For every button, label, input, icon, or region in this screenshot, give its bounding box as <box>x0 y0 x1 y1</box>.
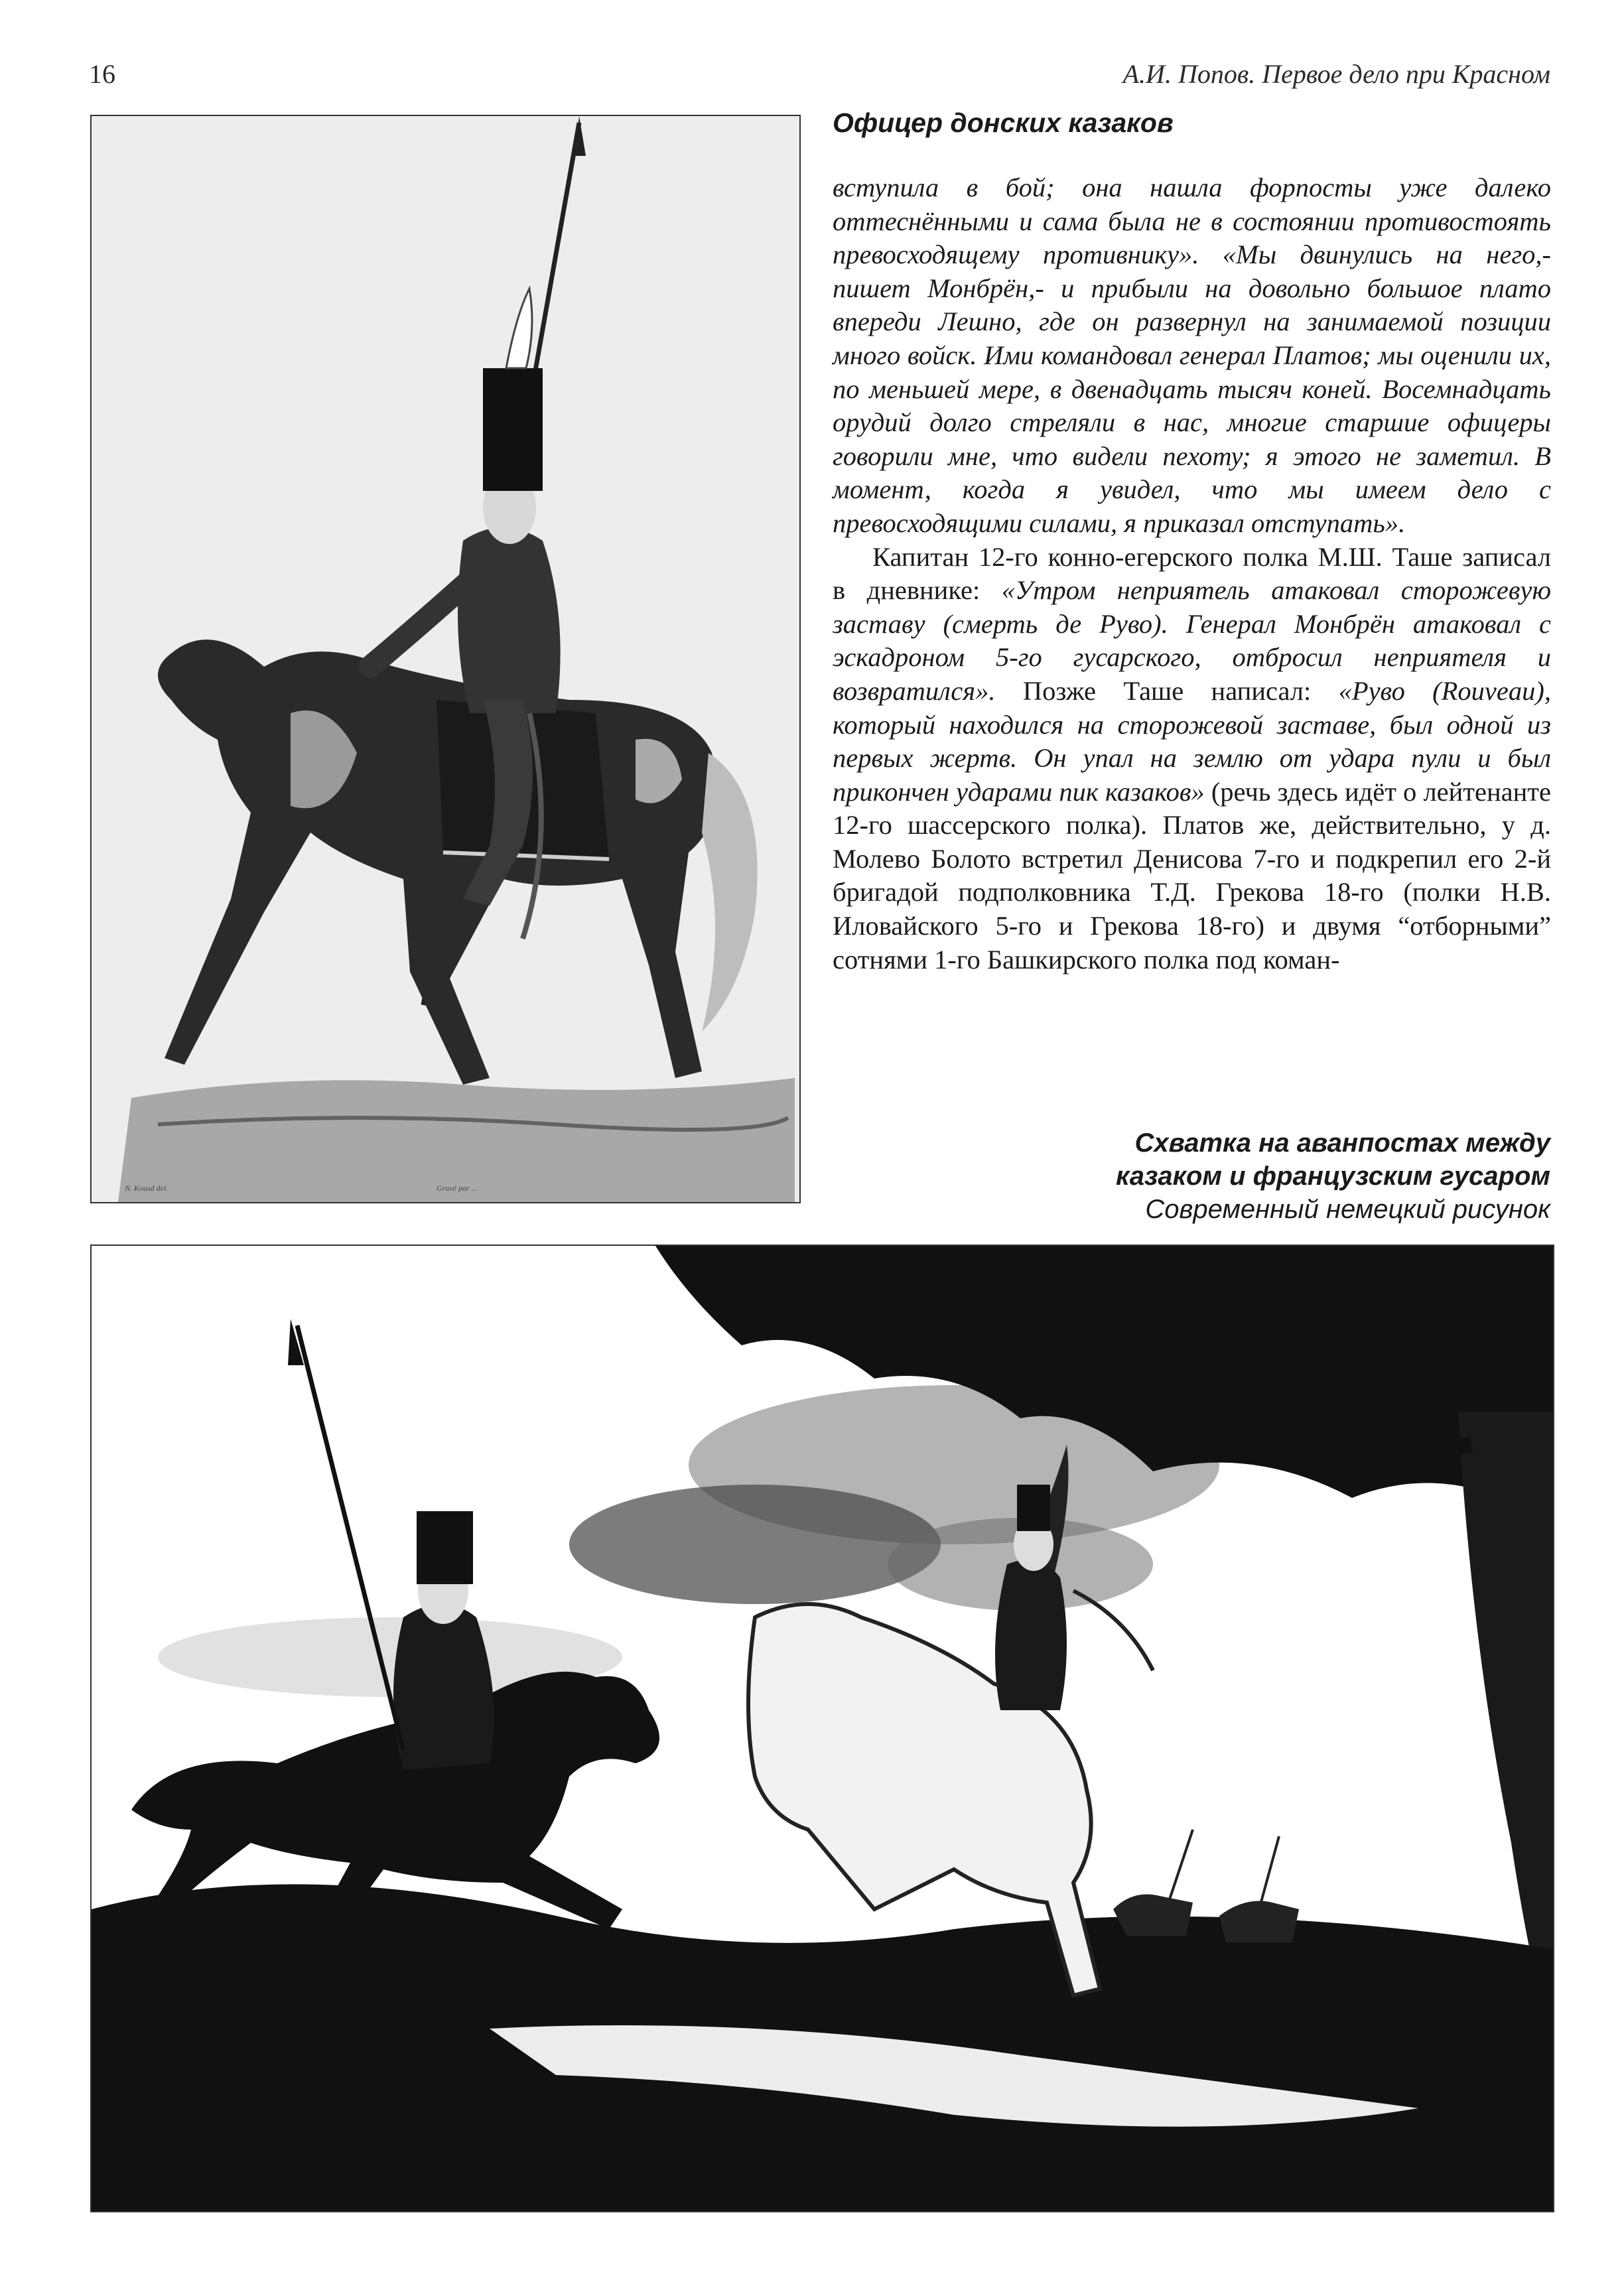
bottom-figure-caption <box>887 1126 1550 1226</box>
bottom-caption-title-line-2: казаком и французским гусаром <box>1116 1162 1550 1191</box>
skirmish-illustration <box>90 1245 1554 2212</box>
paragraph-2-part-a: Капитан 12-го конно-егерского полка М.Ш. Таше записал в дневнике: <box>833 541 1551 606</box>
cossack-officer-illustration <box>90 115 801 1203</box>
engraver-signature: Gravé par ... <box>437 1183 478 1193</box>
bottom-caption-subtitle: Современный немецкий рисунок <box>1145 1195 1550 1224</box>
cossack-officer-drawing <box>92 116 799 1202</box>
paragraph-2-part-c: (речь здесь идёт о лейтенанте 12-го шассерского полка). Платов же, действительно, у д. Молево Болото встретил Денисова 7-го и подкрепил его 2-й бригадой подполковника Т.Д. Грекова 18-го (полки Н.В. Иловайского 5-го и Грекова 18-го) и двумя “отборными” сотнями 1-го Башкирского полка под коман- <box>833 776 1551 975</box>
tache-diary-quote: «Утром неприятель атаковал сторожевую заставу (смерть де Руво). Генерал Монбрён атаковал с эскадроном 5-го гусарского, отбросил неприятеля и возвратился». <box>833 575 1551 706</box>
page-number: 16 <box>89 59 115 89</box>
body-text-column <box>833 171 1551 976</box>
paragraph-1: вступила в бой; она нашла форпосты уже далеко оттеснёнными и сама была не в состоянии противостоять превосходящему противнику». «Мы двинулись на него,- пишет Монбрён,- и прибыли на довольно большое плато впереди Лешно, где он развернул на занимаемой позиции много войск. Ими командовал генерал Платов; мы оценили их, по меньшей мере, в двенадцать тысяч коней. Восемнадцать орудий долго стреляли в нас, многие старшие офицеры говорили мне, что видели пехоту; я этого не заметил. В момент, когда я увидел, что мы имеем дело с превосходящими силами, я приказал отступать». <box>833 172 1551 538</box>
top-figure-caption: Офицер донских казаков <box>833 107 1174 138</box>
running-head: А.И. Попов. Первое дело при Красном <box>1122 59 1550 89</box>
skirmish-drawing <box>92 1246 1553 2211</box>
tache-later-quote: «Руво (Rouveau), который находился на сторожевой заставе, был одной из первых жертв. Он упал на землю от удара пули и был прикончен ударами пик казаков» <box>833 675 1551 807</box>
bottom-caption-title-line-1: Схватка на аванпостах между <box>1134 1128 1550 1158</box>
paragraph-2-part-b: Позже Таше написал: <box>995 675 1339 706</box>
paragraph-2 <box>833 541 1551 977</box>
artist-signature: N. Kousd del. <box>125 1183 169 1193</box>
